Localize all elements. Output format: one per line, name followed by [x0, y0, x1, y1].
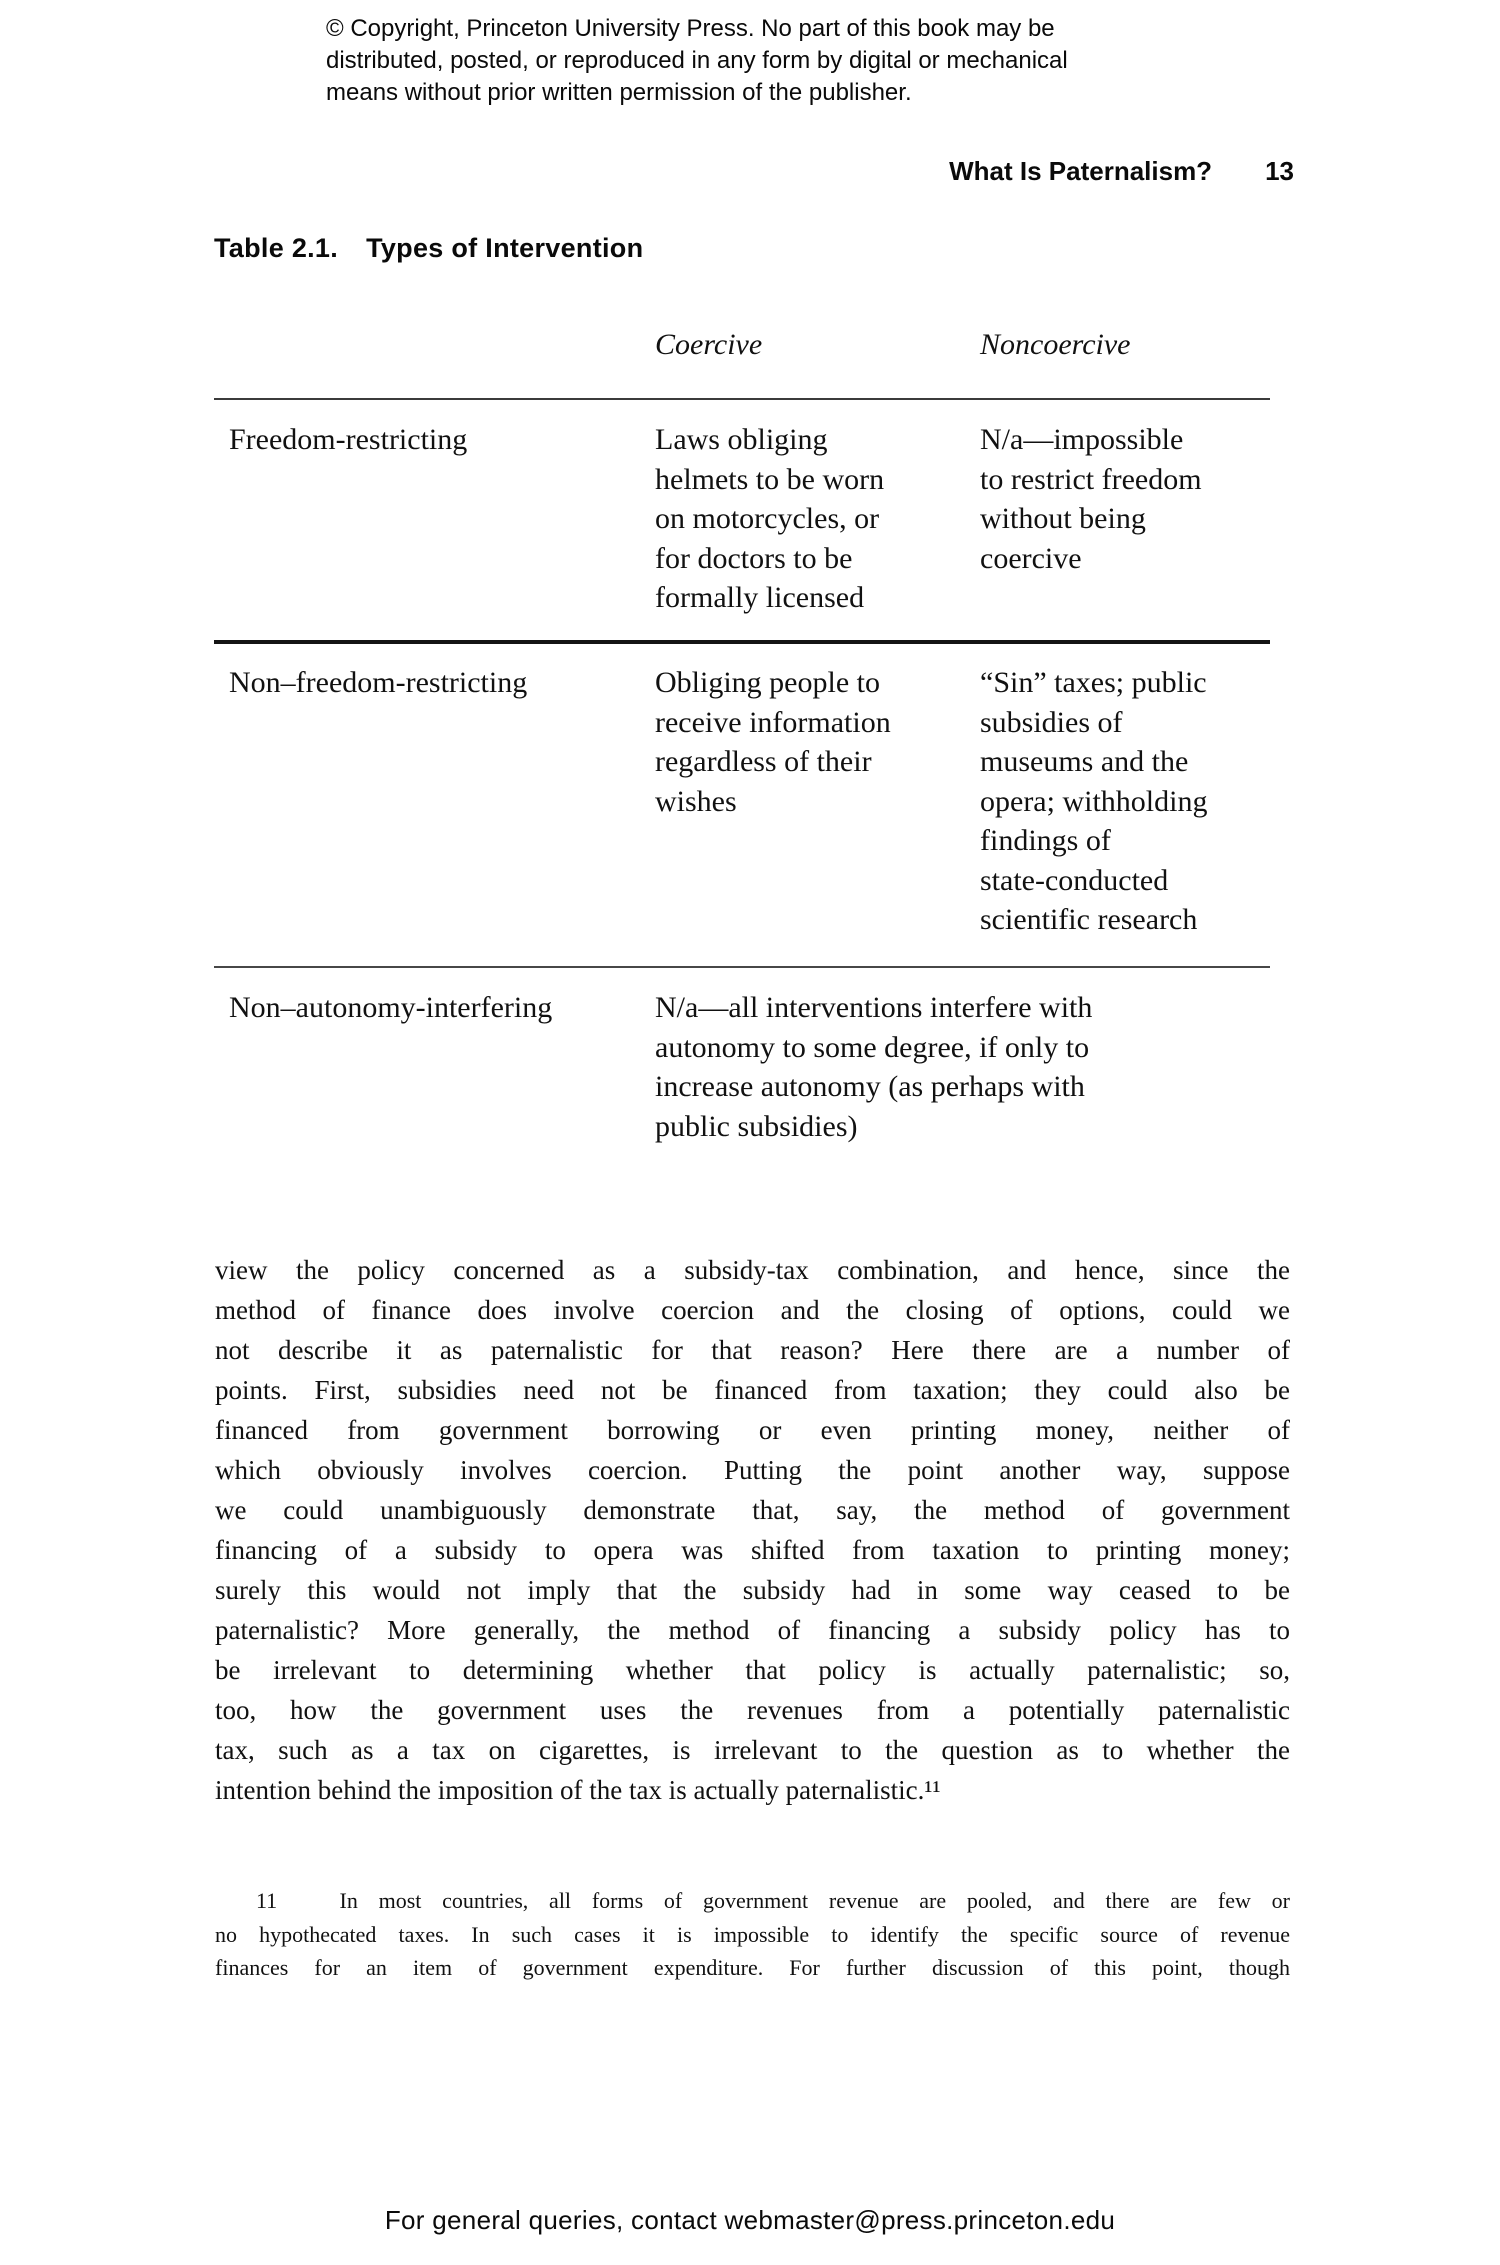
cell-freedom-restricting-coercive — [655, 420, 884, 618]
text-line: too, how the government uses the revenues from a potentially paternalistic — [215, 1695, 1290, 1725]
text-line: financed from government borrowing or even printing money, neither of — [215, 1415, 1290, 1445]
table-caption — [214, 233, 643, 264]
text-line: which obviously involves coercion. Putting the point another way, suppose — [215, 1455, 1290, 1485]
text-line: to restrict freedom — [980, 462, 1202, 496]
text-line: on motorcycles, or — [655, 502, 880, 535]
text-line: museums and the — [980, 745, 1189, 778]
body-paragraph — [215, 1250, 1290, 1810]
text-line: receive information — [655, 705, 891, 739]
table-rule-top — [214, 398, 1270, 400]
table-rule-middle — [214, 640, 1270, 644]
text-line: no hypothecated taxes. In such cases it is impossible to identify the specific source of revenue — [215, 1921, 1290, 1947]
text-line: points. First, subsidies need not be financed from taxation; they could also be — [215, 1375, 1290, 1405]
text-line: view the policy concerned as a subsidy-tax combination, and hence, since the — [215, 1255, 1290, 1285]
footnote-11 — [215, 1884, 1290, 1985]
text-line: autonomy to some degree, if only to — [655, 1030, 1090, 1064]
text-line: increase autonomy (as perhaps with — [655, 1070, 1085, 1103]
page-number: 13 — [1265, 156, 1294, 186]
row-label-freedom-restricting: Freedom-restricting — [229, 423, 468, 456]
text-line: distributed, posted, or reproduced in any form by digital or mechanical — [326, 47, 1068, 74]
text-line: subsidies of — [980, 705, 1123, 739]
text-line: “Sin” taxes; public — [980, 666, 1207, 699]
page-footer-contact: For general queries, contact webmaster@press.princeton.edu — [384, 2205, 1116, 2235]
text-line: for doctors to be — [655, 541, 853, 575]
text-line: 11 In most countries, all forms of government revenue are pooled, and there are few or — [256, 1888, 1290, 1913]
text-line: not describe it as paternalistic for that reason? Here there are a number of — [215, 1335, 1290, 1365]
running-head-title: What Is Paternalism? — [949, 156, 1213, 186]
column-header-noncoercive: Noncoercive — [980, 328, 1131, 361]
text-line: coercive — [980, 541, 1082, 575]
row-label-non-autonomy-interfering: Non–autonomy-interfering — [229, 991, 553, 1024]
table-rule-bottom — [214, 966, 1270, 968]
text-line: © Copyright, Princeton University Press. No part of this book may be — [326, 15, 1055, 42]
cell-non-autonomy-interfering-span — [655, 988, 1092, 1146]
cell-freedom-restricting-noncoercive — [980, 420, 1202, 578]
text-line: finances for an item of government expenditure. For further discussion of this point, though — [215, 1955, 1290, 1980]
text-line: opera; withholding — [980, 784, 1208, 818]
text-line: regardless of their — [655, 745, 872, 778]
text-line: be irrelevant to determining whether that policy is actually paternalistic; so, — [215, 1655, 1290, 1685]
text-line: state-conducted — [980, 863, 1169, 897]
table-caption-label: Table 2.1. — [214, 233, 339, 263]
column-header-coercive: Coercive — [655, 328, 763, 361]
text-line: public subsidies) — [655, 1109, 858, 1143]
text-line: method of finance does involve coercion and the closing of options, could we — [215, 1295, 1290, 1325]
text-line: intention behind the imposition of the tax is actually paternalistic.¹¹ — [215, 1775, 941, 1805]
text-line: wishes — [655, 784, 737, 818]
text-line: formally licensed — [655, 581, 865, 614]
text-line: findings of — [980, 824, 1111, 857]
text-line: scientific research — [980, 903, 1198, 936]
text-line: tax, such as a tax on cigarettes, is irrelevant to the question as to whether the — [215, 1735, 1290, 1765]
cell-non-freedom-restricting-noncoercive — [980, 663, 1207, 940]
text-line: without being — [980, 502, 1146, 535]
text-line: means without prior written permission of the publisher. — [326, 79, 912, 106]
text-line: N/a—all interventions interfere with — [655, 991, 1093, 1024]
text-line: Obliging people to — [655, 666, 880, 699]
copyright-notice — [326, 13, 1226, 109]
text-line: surely this would not imply that the subsidy had in some way ceased to be — [215, 1575, 1290, 1605]
text-line: paternalistic? More generally, the method of financing a subsidy policy has to — [215, 1615, 1290, 1645]
table-caption-title: Types of Intervention — [366, 233, 644, 263]
cell-non-freedom-restricting-coercive — [655, 663, 891, 821]
text-line: N/a—impossible — [980, 423, 1184, 456]
text-line: financing of a subsidy to opera was shifted from taxation to printing money; — [215, 1535, 1290, 1565]
text-line: we could unambiguously demonstrate that, say, the method of government — [215, 1495, 1290, 1525]
running-head — [949, 156, 1294, 187]
row-label-non-freedom-restricting: Non–freedom-restricting — [229, 666, 528, 699]
text-line: helmets to be worn — [655, 462, 885, 496]
text-line: Laws obliging — [655, 423, 828, 456]
